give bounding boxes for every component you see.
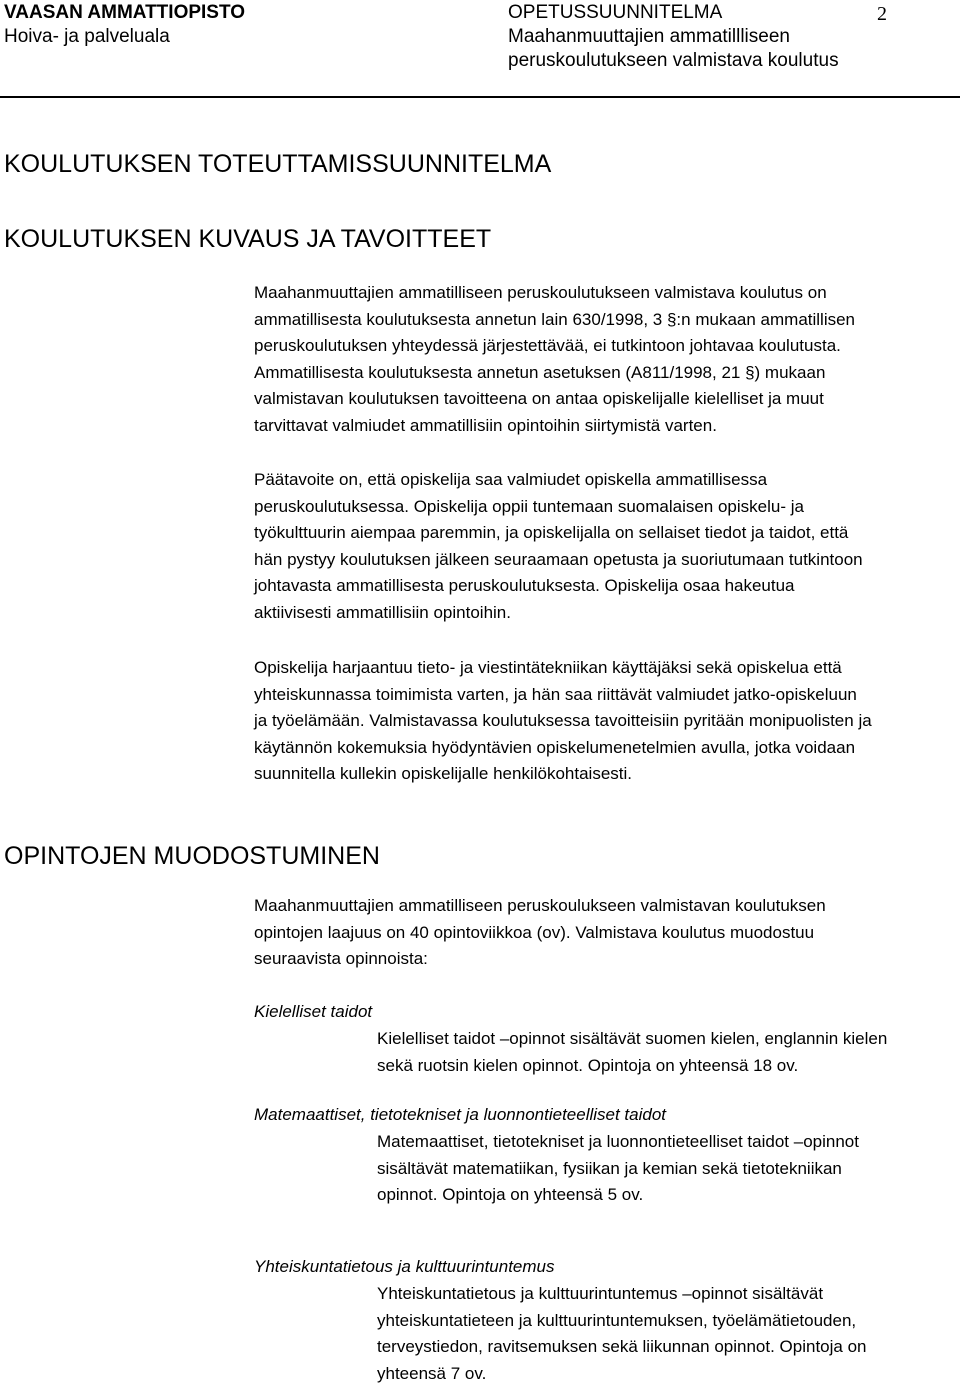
text-line: yhteiskunnassa toimimista varten, ja hän saa riittävät valmiudet jatko-opiskeluun xyxy=(254,684,857,704)
document-title-line2: peruskoulutukseen valmistava koulutus xyxy=(508,50,839,71)
text-line: sekä ruotsin kielen opinnot. Opintoja on yhteensä 18 ov. xyxy=(377,1055,799,1075)
text-line: sisältävät matematiikan, fysiikan ja kemian sekä tietotekniikan xyxy=(377,1158,842,1178)
section-heading-main: KOULUTUKSEN TOTEUTTAMISSUUNNITELMA xyxy=(4,150,552,178)
subject-title: Kielelliset taidot xyxy=(254,1002,373,1021)
text-line: yhteiskuntatieteen ja kulttuurintuntemuksen, työelämätietouden, xyxy=(377,1310,857,1330)
text-line: peruskoulutuksessa. Opiskelija oppii tuntemaan suomalaisen opiskelu- ja xyxy=(254,496,804,516)
school-name: VAASAN AMMATTIOPISTO xyxy=(4,2,246,23)
description-paragraph-1 xyxy=(254,280,855,439)
text-line: yhteensä 7 ov. xyxy=(377,1363,487,1383)
text-line: Maahanmuuttajien ammatilliseen peruskoulukseen valmistavan koulutuksen xyxy=(254,896,826,915)
text-line: Ammatillisesta koulutuksesta annetun asetuksen (A811/1998, 21 §) mukaan xyxy=(254,362,826,382)
text-line: Maahanmuuttajien ammatilliseen peruskoulutukseen valmistava koulutus on xyxy=(254,283,827,302)
description-paragraph-3 xyxy=(254,655,872,788)
text-line: aktiivisesti ammatillisiin opintoihin. xyxy=(254,602,511,622)
subject-description-math-it-science xyxy=(377,1129,859,1209)
text-line: seuraavista opinnoista: xyxy=(254,949,428,968)
text-line: tarvittavat valmiudet ammatillisiin opintoihin siirtymistä varten. xyxy=(254,415,717,435)
text-line: opintojen laajuus on 40 opintoviikkoa (ov). Valmistava koulutus muodostuu xyxy=(254,922,815,942)
section-heading-studies: OPINTOJEN MUODOSTUMINEN xyxy=(4,842,380,870)
text-line: johtavasta ammatillisesta peruskoulutuksesta. Opiskelija osaa hakeutua xyxy=(254,576,795,595)
text-line: opinnot. Opintoja on yhteensä 5 ov. xyxy=(377,1185,644,1204)
text-line: Opiskelija harjaantuu tieto- ja viestintätekniikan käyttäjäksi sekä opiskelua että xyxy=(254,658,842,677)
text-line: Kielelliset taidot –opinnot sisältävät suomen kielen, englannin kielen xyxy=(377,1029,888,1048)
text-line: terveystiedon, ravitsemuksen sekä liikunnan opinnot. Opintoja on xyxy=(377,1337,867,1356)
header-rule xyxy=(0,96,960,98)
text-line: Matemaattiset, tietotekniset ja luonnontieteelliset taidot –opinnot xyxy=(377,1132,859,1151)
description-paragraph-2 xyxy=(254,467,863,626)
subject-title-language-skills xyxy=(254,999,372,1026)
section-subheading: KOULUTUKSEN KUVAUS JA TAVOITTEET xyxy=(4,225,492,253)
subject-title-math-it-science xyxy=(254,1102,666,1129)
text-line: ja työelämään. Valmistavassa koulutuksessa tavoitteisiin pyritään monipuolisten ja xyxy=(254,711,872,730)
text-line: suunnitella kullekin opiskelijalle henkilökohtaisesti. xyxy=(254,764,632,783)
subject-title: Matemaattiset, tietotekniset ja luonnontieteelliset taidot xyxy=(254,1105,667,1124)
page-number: 2 xyxy=(877,3,887,25)
department-name: Hoiva- ja palveluala xyxy=(4,26,170,47)
text-line: valmistavan koulutuksen tavoitteena on antaa opiskelijalle kielelliset ja muut xyxy=(254,389,824,408)
subject-description-language-skills xyxy=(377,1026,887,1079)
subject-description-society-culture xyxy=(377,1281,867,1387)
text-line: peruskoulutuksen yhteydessä järjestettävää, ei tutkintoon johtavaa koulutusta. xyxy=(254,336,841,355)
text-line: hän pystyy koulutuksen jälkeen seuraamaan opetusta ja suoriutumaan tutkintoon xyxy=(254,549,863,569)
document-title-line1: Maahanmuuttajien ammatillliseen xyxy=(508,26,790,47)
document-type: OPETUSSUUNNITELMA xyxy=(508,2,723,23)
text-line: ammatillisesta koulutuksesta annetun lain 630/1998, 3 §:n mukaan ammatillisen xyxy=(254,309,856,329)
subject-title-society-culture xyxy=(254,1254,555,1281)
subject-title: Yhteiskuntatietous ja kulttuurintuntemus xyxy=(254,1257,555,1276)
text-line: Yhteiskuntatietous ja kulttuurintuntemus –opinnot sisältävät xyxy=(377,1284,824,1303)
text-line: Päätavoite on, että opiskelija saa valmiudet opiskella ammatillisessa xyxy=(254,470,768,489)
text-line: työkulttuurin aiempaa paremmin, ja opiskelijalla on sellaiset tiedot ja taidot, että xyxy=(254,523,849,542)
studies-intro xyxy=(254,893,826,973)
text-line: käytännön kokemuksia hyödyntävien opiskelumenetelmien avulla, jotka voidaan xyxy=(254,737,856,757)
